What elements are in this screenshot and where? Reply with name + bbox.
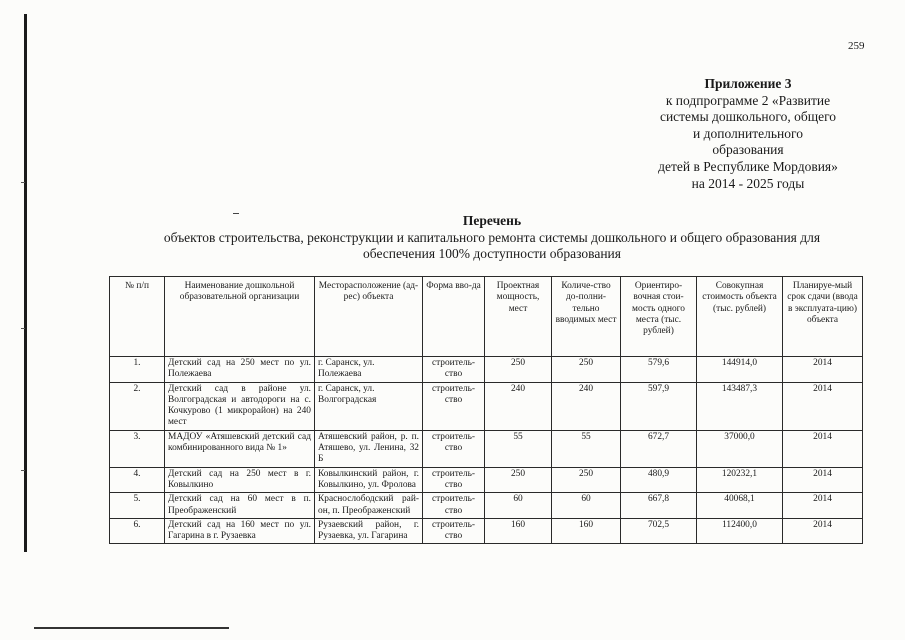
cell-additional: 160 [552,518,621,544]
cell-deadline: 2014 [783,430,863,467]
cell-name: Детский сад на 160 мест по ул. Гагарина в г. Рузаевка [165,518,315,544]
col-header-capacity: Проектная мощность, мест [485,277,552,357]
cell-location: Краснослободский рай-он, п. Преображенский [315,493,423,519]
cell-form: строитель-ство [423,518,485,544]
cell-additional: 250 [552,467,621,493]
page-number: 259 [848,40,865,52]
cell-deadline: 2014 [783,357,863,383]
col-header-name: Наименование дошкольной образовательной организации [165,277,315,357]
col-header-location: Месторасположение (ад-рес) объекта [315,277,423,357]
cell-total-cost: 143487,3 [697,382,783,430]
table-row [110,357,863,383]
cell-additional: 55 [552,430,621,467]
page-edge-shadow [24,14,27,552]
appendix-line: к подпрограмме 2 «Развитие [665,92,831,108]
appendix-block [632,76,864,192]
cell-additional: 250 [552,357,621,383]
cell-location: г. Саранск, ул. Полежаева [315,357,423,383]
appendix-line: на 2014 - 2025 годы [691,175,805,191]
col-header-form: Форма вво-да [423,277,485,357]
table-header-row [110,277,863,357]
footnote-rule [34,627,229,629]
col-header-total-cost: Совокупная стоимость объекта (тыс. рублей) [697,277,783,357]
appendix-line: и дополнительного [693,125,803,141]
cell-deadline: 2014 [783,518,863,544]
cell-form: строитель-ство [423,357,485,383]
cell-total-cost: 37000,0 [697,430,783,467]
margin-tick [21,328,25,329]
margin-tick [21,182,25,183]
cell-capacity: 250 [485,467,552,493]
document-heading [112,213,872,263]
margin-tick [21,470,25,471]
cell-total-cost: 112400,0 [697,518,783,544]
cell-unit-cost: 579,6 [621,357,697,383]
cell-number: 4. [110,467,165,493]
cell-number: 6. [110,518,165,544]
cell-unit-cost: 702,5 [621,518,697,544]
cell-form: строитель-ство [423,430,485,467]
col-header-number: № п/п [110,277,165,357]
col-header-additional: Количе-ство до-полни-тельно вводимых мест [552,277,621,357]
cell-name: МАДОУ «Атяшевский детский сад комбинированного вида № 1» [165,430,315,467]
cell-unit-cost: 672,7 [621,430,697,467]
table-row [110,493,863,519]
cell-number: 5. [110,493,165,519]
cell-location: Ковылкинский район, г. Ковылкино, ул. Фролова [315,467,423,493]
heading-line: обеспечения 100% доступности образования [363,246,621,261]
appendix-title: Приложение 3 [704,76,792,91]
cell-deadline: 2014 [783,467,863,493]
cell-additional: 240 [552,382,621,430]
cell-capacity: 60 [485,493,552,519]
col-header-unit-cost: Ориентиро-вочная стои-мость одного места (тыс. рублей) [621,277,697,357]
heading-title: Перечень [462,213,522,228]
cell-number: 1. [110,357,165,383]
cell-deadline: 2014 [783,493,863,519]
cell-number: 3. [110,430,165,467]
cell-location: г. Саранск, ул. Волгоградская [315,382,423,430]
cell-capacity: 250 [485,357,552,383]
appendix-line: образования [712,142,784,158]
cell-total-cost: 40068,1 [697,493,783,519]
cell-capacity: 240 [485,382,552,430]
cell-capacity: 55 [485,430,552,467]
cell-name: Детский сад на 250 мест в г. Ковылкино [165,467,315,493]
cell-form: строитель-ство [423,382,485,430]
cell-unit-cost: 597,9 [621,382,697,430]
appendix-line: системы дошкольного, общего [659,109,837,125]
table-row [110,382,863,430]
cell-unit-cost: 667,8 [621,493,697,519]
objects-table [109,276,863,544]
cell-location: Атяшевский район, р. п. Атяшево, ул. Ленина, 32 Б [315,430,423,467]
cell-form: строитель-ство [423,467,485,493]
cell-capacity: 160 [485,518,552,544]
cell-total-cost: 120232,1 [697,467,783,493]
cell-total-cost: 144914,0 [697,357,783,383]
cell-number: 2. [110,382,165,430]
table-row [110,518,863,544]
cell-name: Детский сад на 60 мест в п. Преображенский [165,493,315,519]
heading-line: объектов строительства, реконструкции и капитального ремонта системы дошкольного и общего образования для [163,229,821,245]
table-row [110,467,863,493]
cell-unit-cost: 480,9 [621,467,697,493]
cell-form: строитель-ство [423,493,485,519]
cell-name: Детский сад на 250 мест по ул. Полежаева [165,357,315,383]
cell-deadline: 2014 [783,382,863,430]
appendix-line: детей в Республике Мордовия» [658,158,838,174]
cell-name: Детский сад в районе ул. Волгоградская и автодороги на с. Кочкурово (1 микрорайон) на 240 мест [165,382,315,430]
table-row [110,430,863,467]
cell-location: Рузаевский район, г. Рузаевка, ул. Гагарина [315,518,423,544]
cell-additional: 60 [552,493,621,519]
col-header-deadline: Планируе-мый срок сдачи (ввода в эксплуата-цию) объекта [783,277,863,357]
